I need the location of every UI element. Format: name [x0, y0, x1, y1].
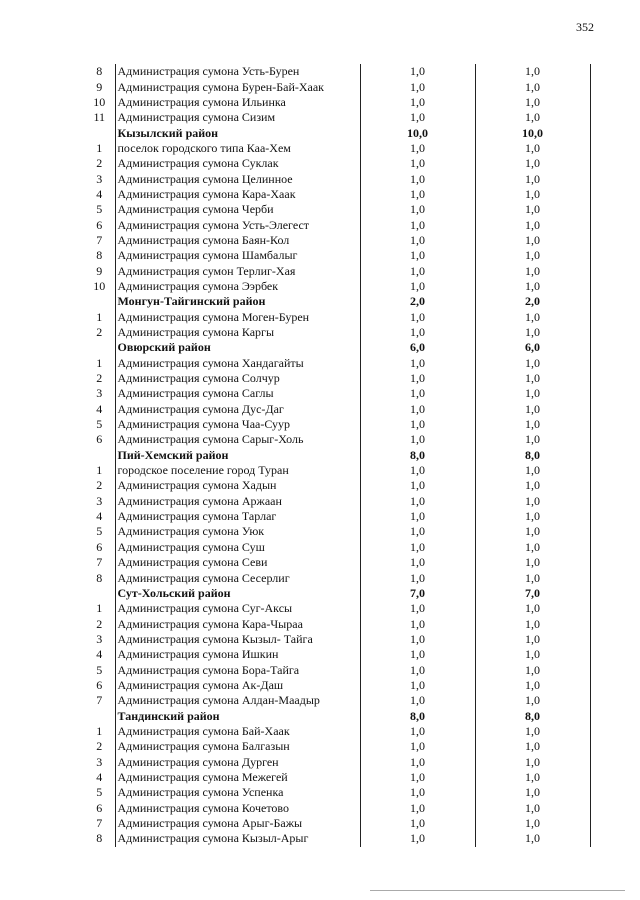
allocation-table — [84, 64, 591, 847]
value-column-1-cell: 1,0 — [360, 95, 475, 110]
table-row — [84, 95, 590, 110]
value-column-2-cell: 7,0 — [475, 586, 590, 601]
value-column-2-cell: 1,0 — [475, 248, 590, 263]
organization-name-cell: Администрация сумон Терлиг-Хая — [115, 263, 360, 278]
row-number-cell: 7 — [96, 232, 103, 247]
value-column-1-cell: 1,0 — [360, 693, 475, 708]
row-number-cell: 2 — [96, 478, 103, 493]
row-number-cell: 5 — [96, 524, 103, 539]
organization-name-cell: Администрация сумона Алдан-Маадыр — [115, 693, 360, 708]
row-number-cell: 10 — [93, 278, 106, 293]
page-number: 352 — [576, 20, 594, 34]
organization-name-cell: Администрация сумона Арыг-Бажы — [115, 816, 360, 831]
district-header-row — [84, 294, 590, 309]
value-column-2-cell: 1,0 — [475, 202, 590, 217]
table-row — [84, 831, 590, 846]
row-number-cell: 1 — [96, 601, 103, 616]
value-column-1-cell: 1,0 — [360, 770, 475, 785]
table-row — [84, 156, 590, 171]
organization-name-cell: Администрация сумона Бай-Хаак — [115, 724, 360, 739]
table-row — [84, 724, 590, 739]
table-row — [84, 678, 590, 693]
value-column-1-cell: 1,0 — [360, 263, 475, 278]
value-column-2-cell: 1,0 — [475, 463, 590, 478]
table-row — [84, 616, 590, 631]
value-column-2-cell: 8,0 — [475, 448, 590, 463]
value-column-2-cell: 1,0 — [475, 217, 590, 232]
row-number-cell — [84, 448, 115, 463]
value-column-1-cell: 1,0 — [360, 356, 475, 371]
row-number-cell: 8 — [96, 831, 103, 846]
organization-name-cell: поселок городского типа Каа-Хем — [115, 141, 360, 156]
value-column-1-cell: 1,0 — [360, 233, 475, 248]
value-column-1-cell: 10,0 — [360, 125, 475, 140]
table-row — [84, 263, 590, 278]
district-header-row — [84, 340, 590, 355]
organization-name-cell: Администрация сумона Суклак — [115, 156, 360, 171]
organization-name-cell: Администрация сумона Усть-Элегест — [115, 217, 360, 232]
value-column-1-cell: 1,0 — [360, 647, 475, 662]
row-number-cell: 9 — [96, 79, 103, 94]
table-row — [84, 110, 590, 125]
table-row — [84, 202, 590, 217]
row-number-cell: 1 — [96, 355, 103, 370]
value-column-2-cell: 1,0 — [475, 325, 590, 340]
row-number-cell: 7 — [96, 555, 103, 570]
district-header-row — [84, 708, 590, 723]
row-number-cell — [84, 586, 115, 601]
organization-name-cell: Администрация сумона Ээрбек — [115, 279, 360, 294]
table-row — [84, 417, 590, 432]
table-row — [84, 540, 590, 555]
row-number-cell: 2 — [96, 616, 103, 631]
value-column-1-cell: 1,0 — [360, 570, 475, 585]
organization-name-cell: Администрация сумона Солчур — [115, 371, 360, 386]
organization-name-cell: Администрация сумона Бурен-Бай-Хаак — [115, 79, 360, 94]
table-body — [84, 64, 590, 847]
row-number-cell: 7 — [96, 816, 103, 831]
organization-name-cell: Администрация сумона Сарыг-Холь — [115, 432, 360, 447]
value-column-2-cell: 1,0 — [475, 662, 590, 677]
value-column-1-cell: 8,0 — [360, 448, 475, 463]
row-number-cell: 6 — [96, 432, 103, 447]
table-row — [84, 371, 590, 386]
value-column-1-cell: 1,0 — [360, 601, 475, 616]
value-column-2-cell: 1,0 — [475, 724, 590, 739]
value-column-1-cell: 1,0 — [360, 463, 475, 478]
value-column-1-cell: 1,0 — [360, 432, 475, 447]
value-column-2-cell: 1,0 — [475, 79, 590, 94]
organization-name-cell: Администрация сумона Каргы — [115, 325, 360, 340]
table-row — [84, 647, 590, 662]
value-column-2-cell: 1,0 — [475, 632, 590, 647]
value-column-2-cell: 1,0 — [475, 310, 590, 325]
row-number-cell: 4 — [96, 647, 103, 662]
value-column-1-cell: 1,0 — [360, 156, 475, 171]
value-column-2-cell: 1,0 — [475, 402, 590, 417]
row-number-cell: 1 — [96, 463, 103, 478]
value-column-1-cell: 1,0 — [360, 739, 475, 754]
value-column-1-cell: 1,0 — [360, 171, 475, 186]
district-name-cell: Сут-Хольский район — [115, 586, 360, 601]
value-column-1-cell: 1,0 — [360, 616, 475, 631]
value-column-2-cell: 1,0 — [475, 478, 590, 493]
value-column-2-cell: 1,0 — [475, 693, 590, 708]
value-column-2-cell: 1,0 — [475, 739, 590, 754]
row-number-cell: 5 — [96, 785, 103, 800]
row-number-cell — [84, 294, 115, 309]
value-column-1-cell: 1,0 — [360, 187, 475, 202]
value-column-2-cell: 1,0 — [475, 263, 590, 278]
table-row — [84, 494, 590, 509]
value-column-2-cell: 10,0 — [475, 125, 590, 140]
organization-name-cell: Администрация сумона Суг-Аксы — [115, 601, 360, 616]
row-number-cell: 2 — [96, 325, 103, 340]
district-name-cell: Овюрский район — [115, 340, 360, 355]
table-row — [84, 754, 590, 769]
value-column-2-cell: 1,0 — [475, 801, 590, 816]
value-column-2-cell: 1,0 — [475, 279, 590, 294]
organization-name-cell: Администрация сумона Дурген — [115, 754, 360, 769]
value-column-1-cell: 1,0 — [360, 662, 475, 677]
table-row — [84, 693, 590, 708]
value-column-2-cell: 1,0 — [475, 524, 590, 539]
value-column-1-cell: 1,0 — [360, 310, 475, 325]
value-column-1-cell: 1,0 — [360, 555, 475, 570]
organization-name-cell: Администрация сумона Шамбалыг — [115, 248, 360, 263]
value-column-1-cell: 1,0 — [360, 831, 475, 846]
value-column-2-cell: 1,0 — [475, 233, 590, 248]
value-column-1-cell: 1,0 — [360, 371, 475, 386]
row-number-cell: 5 — [96, 662, 103, 677]
value-column-2-cell: 1,0 — [475, 141, 590, 156]
value-column-1-cell: 1,0 — [360, 386, 475, 401]
organization-name-cell: Администрация сумона Хандагайты — [115, 356, 360, 371]
row-number-cell: 1 — [96, 309, 103, 324]
row-number-cell: 4 — [96, 401, 103, 416]
organization-name-cell: Администрация сумона Кара-Чыраа — [115, 616, 360, 631]
table-row — [84, 187, 590, 202]
table-row — [84, 79, 590, 94]
value-column-1-cell: 1,0 — [360, 202, 475, 217]
value-column-1-cell: 1,0 — [360, 494, 475, 509]
row-number-cell: 3 — [96, 493, 103, 508]
value-column-2-cell: 1,0 — [475, 417, 590, 432]
table-row — [84, 739, 590, 754]
value-column-1-cell: 1,0 — [360, 801, 475, 816]
value-column-2-cell: 1,0 — [475, 110, 590, 125]
value-column-2-cell: 1,0 — [475, 156, 590, 171]
organization-name-cell: Администрация сумона Аржаан — [115, 494, 360, 509]
organization-name-cell: Администрация сумона Ильинка — [115, 95, 360, 110]
table-row — [84, 217, 590, 232]
value-column-2-cell: 1,0 — [475, 432, 590, 447]
value-column-1-cell: 1,0 — [360, 325, 475, 340]
row-number-cell: 4 — [96, 769, 103, 784]
value-column-2-cell: 1,0 — [475, 570, 590, 585]
table-row — [84, 386, 590, 401]
organization-name-cell: Администрация сумона Тарлаг — [115, 509, 360, 524]
organization-name-cell: Администрация сумона Балгазын — [115, 739, 360, 754]
organization-name-cell: Администрация сумона Черби — [115, 202, 360, 217]
row-number-cell: 9 — [96, 263, 103, 278]
table-row — [84, 785, 590, 800]
value-column-1-cell: 1,0 — [360, 632, 475, 647]
table-row — [84, 233, 590, 248]
value-column-1-cell: 1,0 — [360, 540, 475, 555]
organization-name-cell: Администрация сумона Кара-Хаак — [115, 187, 360, 202]
district-header-row — [84, 125, 590, 140]
value-column-1-cell: 1,0 — [360, 478, 475, 493]
table-row — [84, 770, 590, 785]
value-column-2-cell: 1,0 — [475, 64, 590, 79]
table-row — [84, 601, 590, 616]
value-column-2-cell: 1,0 — [475, 785, 590, 800]
value-column-1-cell: 1,0 — [360, 279, 475, 294]
row-number-cell: 7 — [96, 693, 103, 708]
table-row — [84, 524, 590, 539]
district-name-cell: Пий-Хемский район — [115, 448, 360, 463]
table-row — [84, 279, 590, 294]
value-column-1-cell: 1,0 — [360, 248, 475, 263]
value-column-2-cell: 1,0 — [475, 371, 590, 386]
value-column-1-cell: 1,0 — [360, 678, 475, 693]
table-row — [84, 141, 590, 156]
row-number-cell: 5 — [96, 202, 103, 217]
table-row — [84, 463, 590, 478]
organization-name-cell: Администрация сумона Саглы — [115, 386, 360, 401]
organization-name-cell: Администрация сумона Кызыл-Арыг — [115, 831, 360, 846]
organization-name-cell: городское поселение город Туран — [115, 463, 360, 478]
row-number-cell: 8 — [96, 570, 103, 585]
row-number-cell: 3 — [96, 386, 103, 401]
value-column-1-cell: 1,0 — [360, 417, 475, 432]
district-name-cell: Монгун-Тайгинский район — [115, 294, 360, 309]
row-number-cell: 8 — [96, 64, 103, 79]
value-column-2-cell: 1,0 — [475, 770, 590, 785]
value-column-2-cell: 1,0 — [475, 647, 590, 662]
row-number-cell: 6 — [96, 217, 103, 232]
table-row — [84, 509, 590, 524]
table-row — [84, 356, 590, 371]
organization-name-cell: Администрация сумона Сизим — [115, 110, 360, 125]
row-number-cell: 2 — [96, 739, 103, 754]
table-row — [84, 816, 590, 831]
table-row — [84, 570, 590, 585]
row-number-cell — [84, 340, 115, 355]
table-row — [84, 325, 590, 340]
row-number-cell — [84, 125, 115, 140]
table-row — [84, 402, 590, 417]
value-column-2-cell: 1,0 — [475, 509, 590, 524]
table-row — [84, 555, 590, 570]
table-row — [84, 478, 590, 493]
value-column-2-cell: 1,0 — [475, 555, 590, 570]
row-number-cell: 4 — [96, 509, 103, 524]
organization-name-cell: Администрация сумона Баян-Кол — [115, 233, 360, 248]
organization-name-cell: Администрация сумона Дус-Даг — [115, 402, 360, 417]
value-column-1-cell: 1,0 — [360, 141, 475, 156]
organization-name-cell: Администрация сумона Ишкин — [115, 647, 360, 662]
value-column-2-cell: 1,0 — [475, 754, 590, 769]
row-number-cell: 6 — [96, 677, 103, 692]
organization-name-cell: Администрация сумона Суш — [115, 540, 360, 555]
value-column-2-cell: 1,0 — [475, 678, 590, 693]
value-column-1-cell: 8,0 — [360, 708, 475, 723]
value-column-1-cell: 1,0 — [360, 217, 475, 232]
organization-name-cell: Администрация сумона Усть-Бурен — [115, 64, 360, 79]
value-column-2-cell: 8,0 — [475, 708, 590, 723]
table-row — [84, 310, 590, 325]
row-number-cell: 3 — [96, 631, 103, 646]
organization-name-cell: Администрация сумона Севи — [115, 555, 360, 570]
organization-name-cell: Администрация сумона Межегей — [115, 770, 360, 785]
organization-name-cell: Администрация сумона Сесерлиг — [115, 570, 360, 585]
table-row — [84, 64, 590, 79]
organization-name-cell: Администрация сумона Моген-Бурен — [115, 310, 360, 325]
value-column-1-cell: 1,0 — [360, 816, 475, 831]
value-column-1-cell: 1,0 — [360, 110, 475, 125]
table-row — [84, 171, 590, 186]
row-number-cell: 3 — [96, 754, 103, 769]
organization-name-cell: Администрация сумона Ак-Даш — [115, 678, 360, 693]
value-column-2-cell: 2,0 — [475, 294, 590, 309]
value-column-1-cell: 1,0 — [360, 79, 475, 94]
organization-name-cell: Администрация сумона Целинное — [115, 171, 360, 186]
value-column-2-cell: 1,0 — [475, 601, 590, 616]
row-number-cell: 2 — [96, 156, 103, 171]
value-column-1-cell: 1,0 — [360, 724, 475, 739]
row-number-cell: 2 — [96, 371, 103, 386]
value-column-1-cell: 1,0 — [360, 785, 475, 800]
row-number-cell: 8 — [96, 248, 103, 263]
row-number-cell: 5 — [96, 417, 103, 432]
row-number-cell: 6 — [96, 800, 103, 815]
allocation-table-wrapper — [84, 64, 590, 847]
value-column-1-cell: 1,0 — [360, 509, 475, 524]
value-column-1-cell: 2,0 — [360, 294, 475, 309]
value-column-1-cell: 1,0 — [360, 402, 475, 417]
district-header-row — [84, 448, 590, 463]
value-column-2-cell: 1,0 — [475, 540, 590, 555]
value-column-2-cell: 1,0 — [475, 356, 590, 371]
row-number-cell — [84, 708, 115, 723]
value-column-2-cell: 6,0 — [475, 340, 590, 355]
value-column-2-cell: 1,0 — [475, 171, 590, 186]
value-column-1-cell: 7,0 — [360, 586, 475, 601]
value-column-2-cell: 1,0 — [475, 187, 590, 202]
bottom-rule-line — [370, 890, 625, 891]
row-number-cell: 10 — [93, 94, 106, 109]
district-name-cell: Тандинский район — [115, 708, 360, 723]
value-column-1-cell: 1,0 — [360, 64, 475, 79]
organization-name-cell: Администрация сумона Бора-Тайга — [115, 662, 360, 677]
value-column-2-cell: 1,0 — [475, 831, 590, 846]
row-number-cell: 11 — [93, 110, 106, 125]
value-column-2-cell: 1,0 — [475, 494, 590, 509]
value-column-2-cell: 1,0 — [475, 616, 590, 631]
value-column-1-cell: 1,0 — [360, 524, 475, 539]
value-column-2-cell: 1,0 — [475, 95, 590, 110]
value-column-2-cell: 1,0 — [475, 386, 590, 401]
value-column-1-cell: 1,0 — [360, 754, 475, 769]
organization-name-cell: Администрация сумона Хадын — [115, 478, 360, 493]
table-row — [84, 801, 590, 816]
row-number-cell: 4 — [96, 186, 103, 201]
value-column-2-cell: 1,0 — [475, 816, 590, 831]
row-number-cell: 1 — [96, 140, 103, 155]
organization-name-cell: Администрация сумона Успенка — [115, 785, 360, 800]
table-row — [84, 248, 590, 263]
organization-name-cell: Администрация сумона Чаа-Суур — [115, 417, 360, 432]
table-row — [84, 632, 590, 647]
value-column-1-cell: 6,0 — [360, 340, 475, 355]
organization-name-cell: Администрация сумона Кочетово — [115, 801, 360, 816]
row-number-cell: 6 — [96, 539, 103, 554]
district-name-cell: Кызылский район — [115, 125, 360, 140]
row-number-cell: 1 — [96, 723, 103, 738]
table-row — [84, 432, 590, 447]
district-header-row — [84, 586, 590, 601]
table-row — [84, 662, 590, 677]
organization-name-cell: Администрация сумона Уюк — [115, 524, 360, 539]
row-number-cell: 3 — [96, 171, 103, 186]
organization-name-cell: Администрация сумона Кызыл- Тайга — [115, 632, 360, 647]
